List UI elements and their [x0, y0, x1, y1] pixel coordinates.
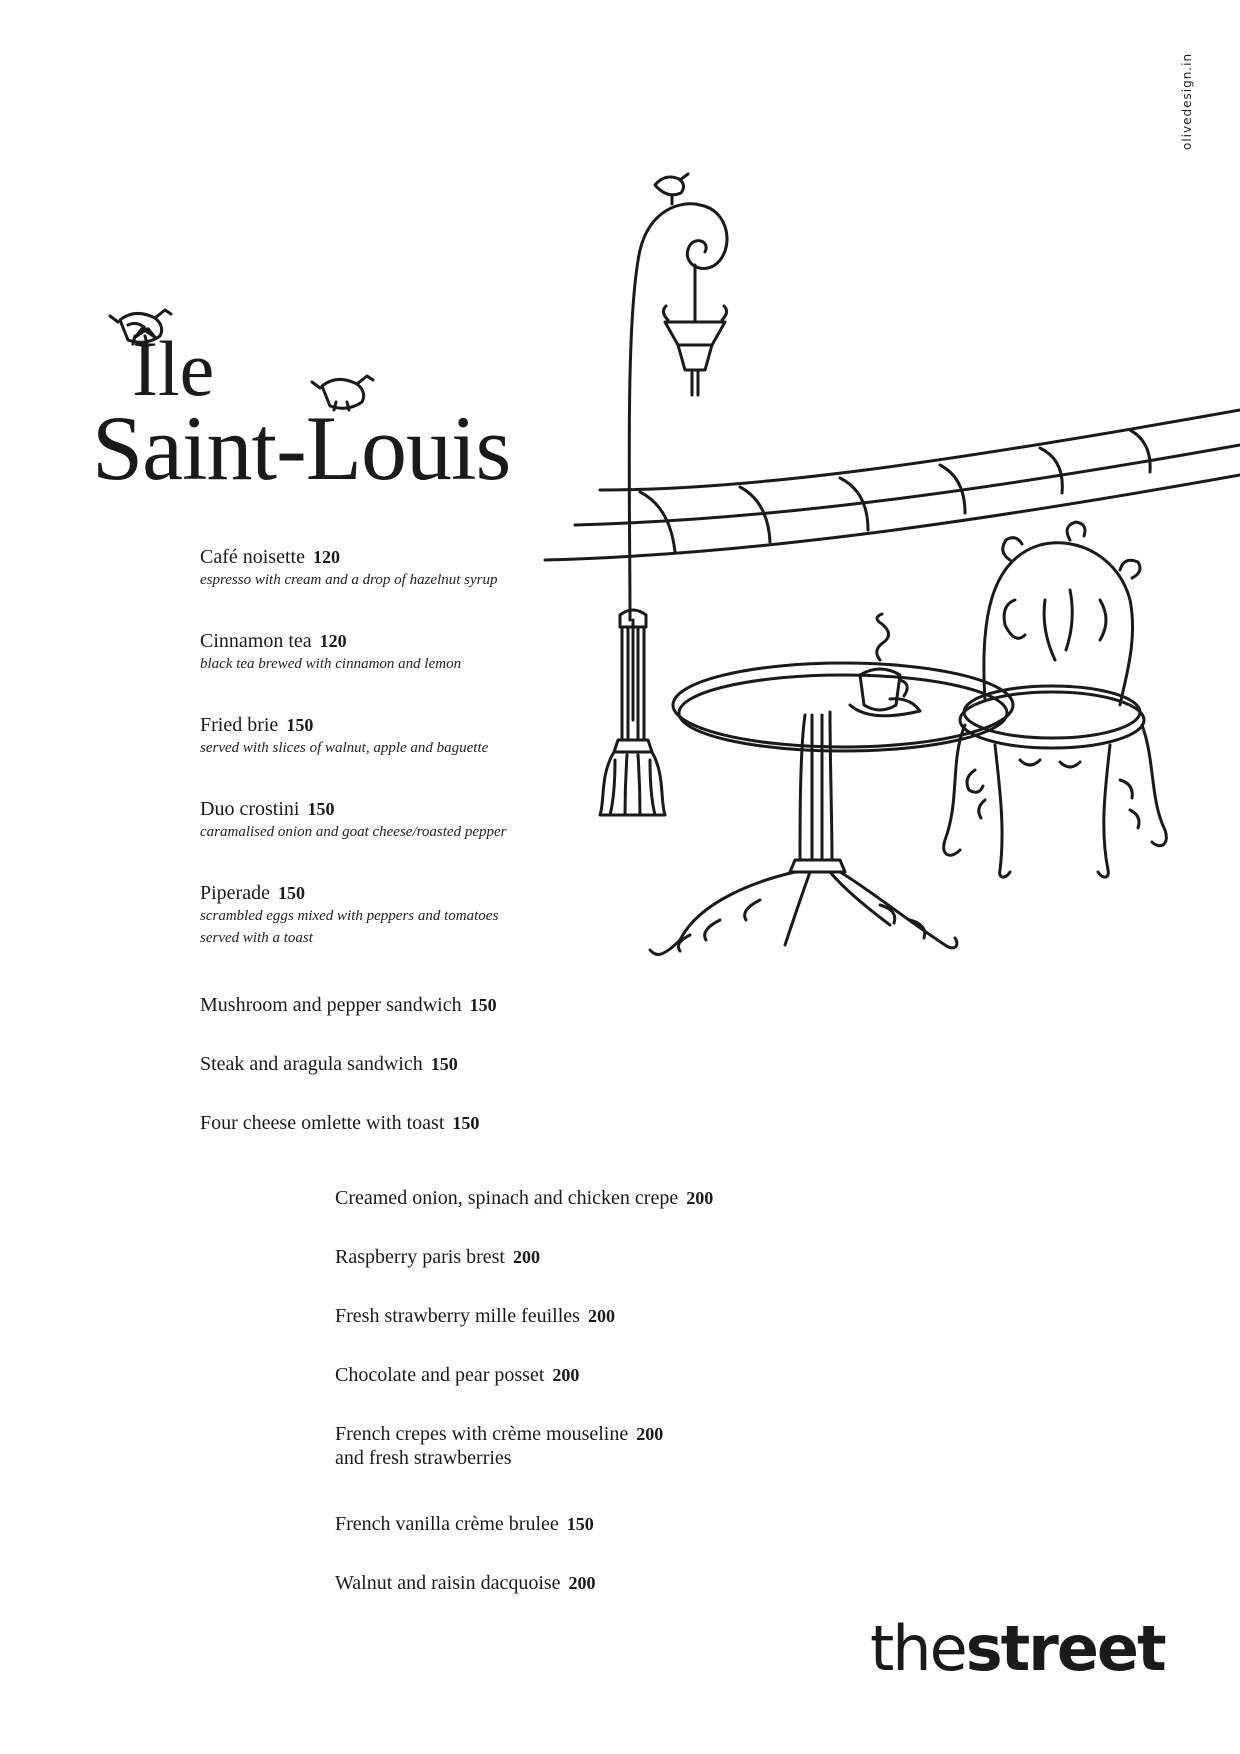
menu-item-price: 150 — [566, 1514, 594, 1534]
menu-item-desc: espresso with cream and a drop of hazelnut syrup — [200, 572, 498, 588]
menu-item-desc: black tea brewed with cinnamon and lemon — [200, 656, 462, 672]
menu-item — [200, 993, 620, 1052]
menu-item-price: 150 — [452, 1113, 480, 1133]
menu-item-name: Creamed onion, spinach and chicken crepe — [335, 1187, 679, 1209]
menu-item-name: Piperade — [200, 882, 270, 904]
page-title — [92, 325, 511, 499]
menu-item-price: 200 — [686, 1188, 714, 1208]
menu-item-desc: served with slices of walnut, apple and baguette — [200, 740, 489, 756]
menu-item-price: 120 — [319, 631, 347, 651]
menu-item-price: 200 — [587, 1306, 615, 1326]
menu-item — [335, 1512, 835, 1571]
menu-item — [200, 713, 620, 797]
menu-item-desc: served with a toast — [200, 930, 313, 946]
menu-item-name: Fried brie — [200, 714, 279, 736]
menu-primary — [200, 545, 620, 1170]
brand-logo-bold: street — [965, 1612, 1165, 1685]
designer-credit: olivedesign.in — [1180, 52, 1194, 150]
menu-item-name: Duo crostini — [200, 798, 300, 820]
menu-item-price: 150 — [430, 1054, 458, 1074]
menu-item-name: Mushroom and pepper sandwich — [200, 994, 462, 1016]
menu-item-desc: caramalised onion and goat cheese/roasted pepper — [200, 824, 507, 840]
menu-item-price: 200 — [552, 1365, 580, 1385]
menu-item — [335, 1186, 835, 1245]
menu-item — [200, 797, 620, 881]
menu-item — [335, 1571, 835, 1630]
menu-item-desc: scrambled eggs mixed with peppers and tomatoes — [200, 908, 499, 924]
menu-item-price: 120 — [312, 547, 340, 567]
menu-item-price: 150 — [286, 715, 314, 735]
menu-item-name: French crepes with crème mouseline — [335, 1423, 629, 1445]
menu-item-name: Raspberry paris brest — [335, 1246, 505, 1268]
menu-item — [200, 1111, 620, 1170]
menu-item — [200, 629, 620, 713]
menu-item-extra: and fresh strawberries — [335, 1447, 512, 1469]
menu-item-name: Four cheese omlette with toast — [200, 1112, 445, 1134]
menu-item-price: 200 — [636, 1424, 664, 1444]
menu-item-price: 150 — [277, 883, 305, 903]
menu-item — [335, 1304, 835, 1363]
title-line1: Île — [132, 325, 215, 412]
menu-item-name: Steak and aragula sandwich — [200, 1053, 423, 1075]
awning — [545, 410, 1240, 560]
menu-item-name: Chocolate and pear posset — [335, 1364, 545, 1386]
menu-item — [335, 1363, 835, 1422]
menu-item — [200, 1052, 620, 1111]
menu-item-name: Walnut and raisin dacquoise — [335, 1572, 561, 1594]
title-line2: Saint-Louis — [92, 397, 511, 499]
menu-desserts — [335, 1186, 835, 1630]
menu-item-name: Fresh strawberry mille feuilles — [335, 1305, 580, 1327]
menu-item-name: French vanilla crème brulee — [335, 1513, 559, 1535]
menu-item-price: 200 — [512, 1247, 540, 1267]
cafe-table — [650, 663, 1013, 954]
brand-logo — [870, 1612, 1165, 1685]
menu-item-price: 150 — [307, 799, 335, 819]
menu-item-name: Cinnamon tea — [200, 630, 312, 652]
cafe-chair — [944, 522, 1167, 877]
menu-item-name: Café noisette — [200, 546, 305, 568]
menu-item — [335, 1245, 835, 1304]
brand-logo-light: the — [870, 1612, 966, 1685]
menu-item-price: 150 — [469, 995, 497, 1015]
menu-item — [200, 545, 620, 629]
menu-item-price: 200 — [568, 1573, 596, 1593]
menu-item — [200, 881, 620, 993]
menu-item — [335, 1422, 835, 1512]
